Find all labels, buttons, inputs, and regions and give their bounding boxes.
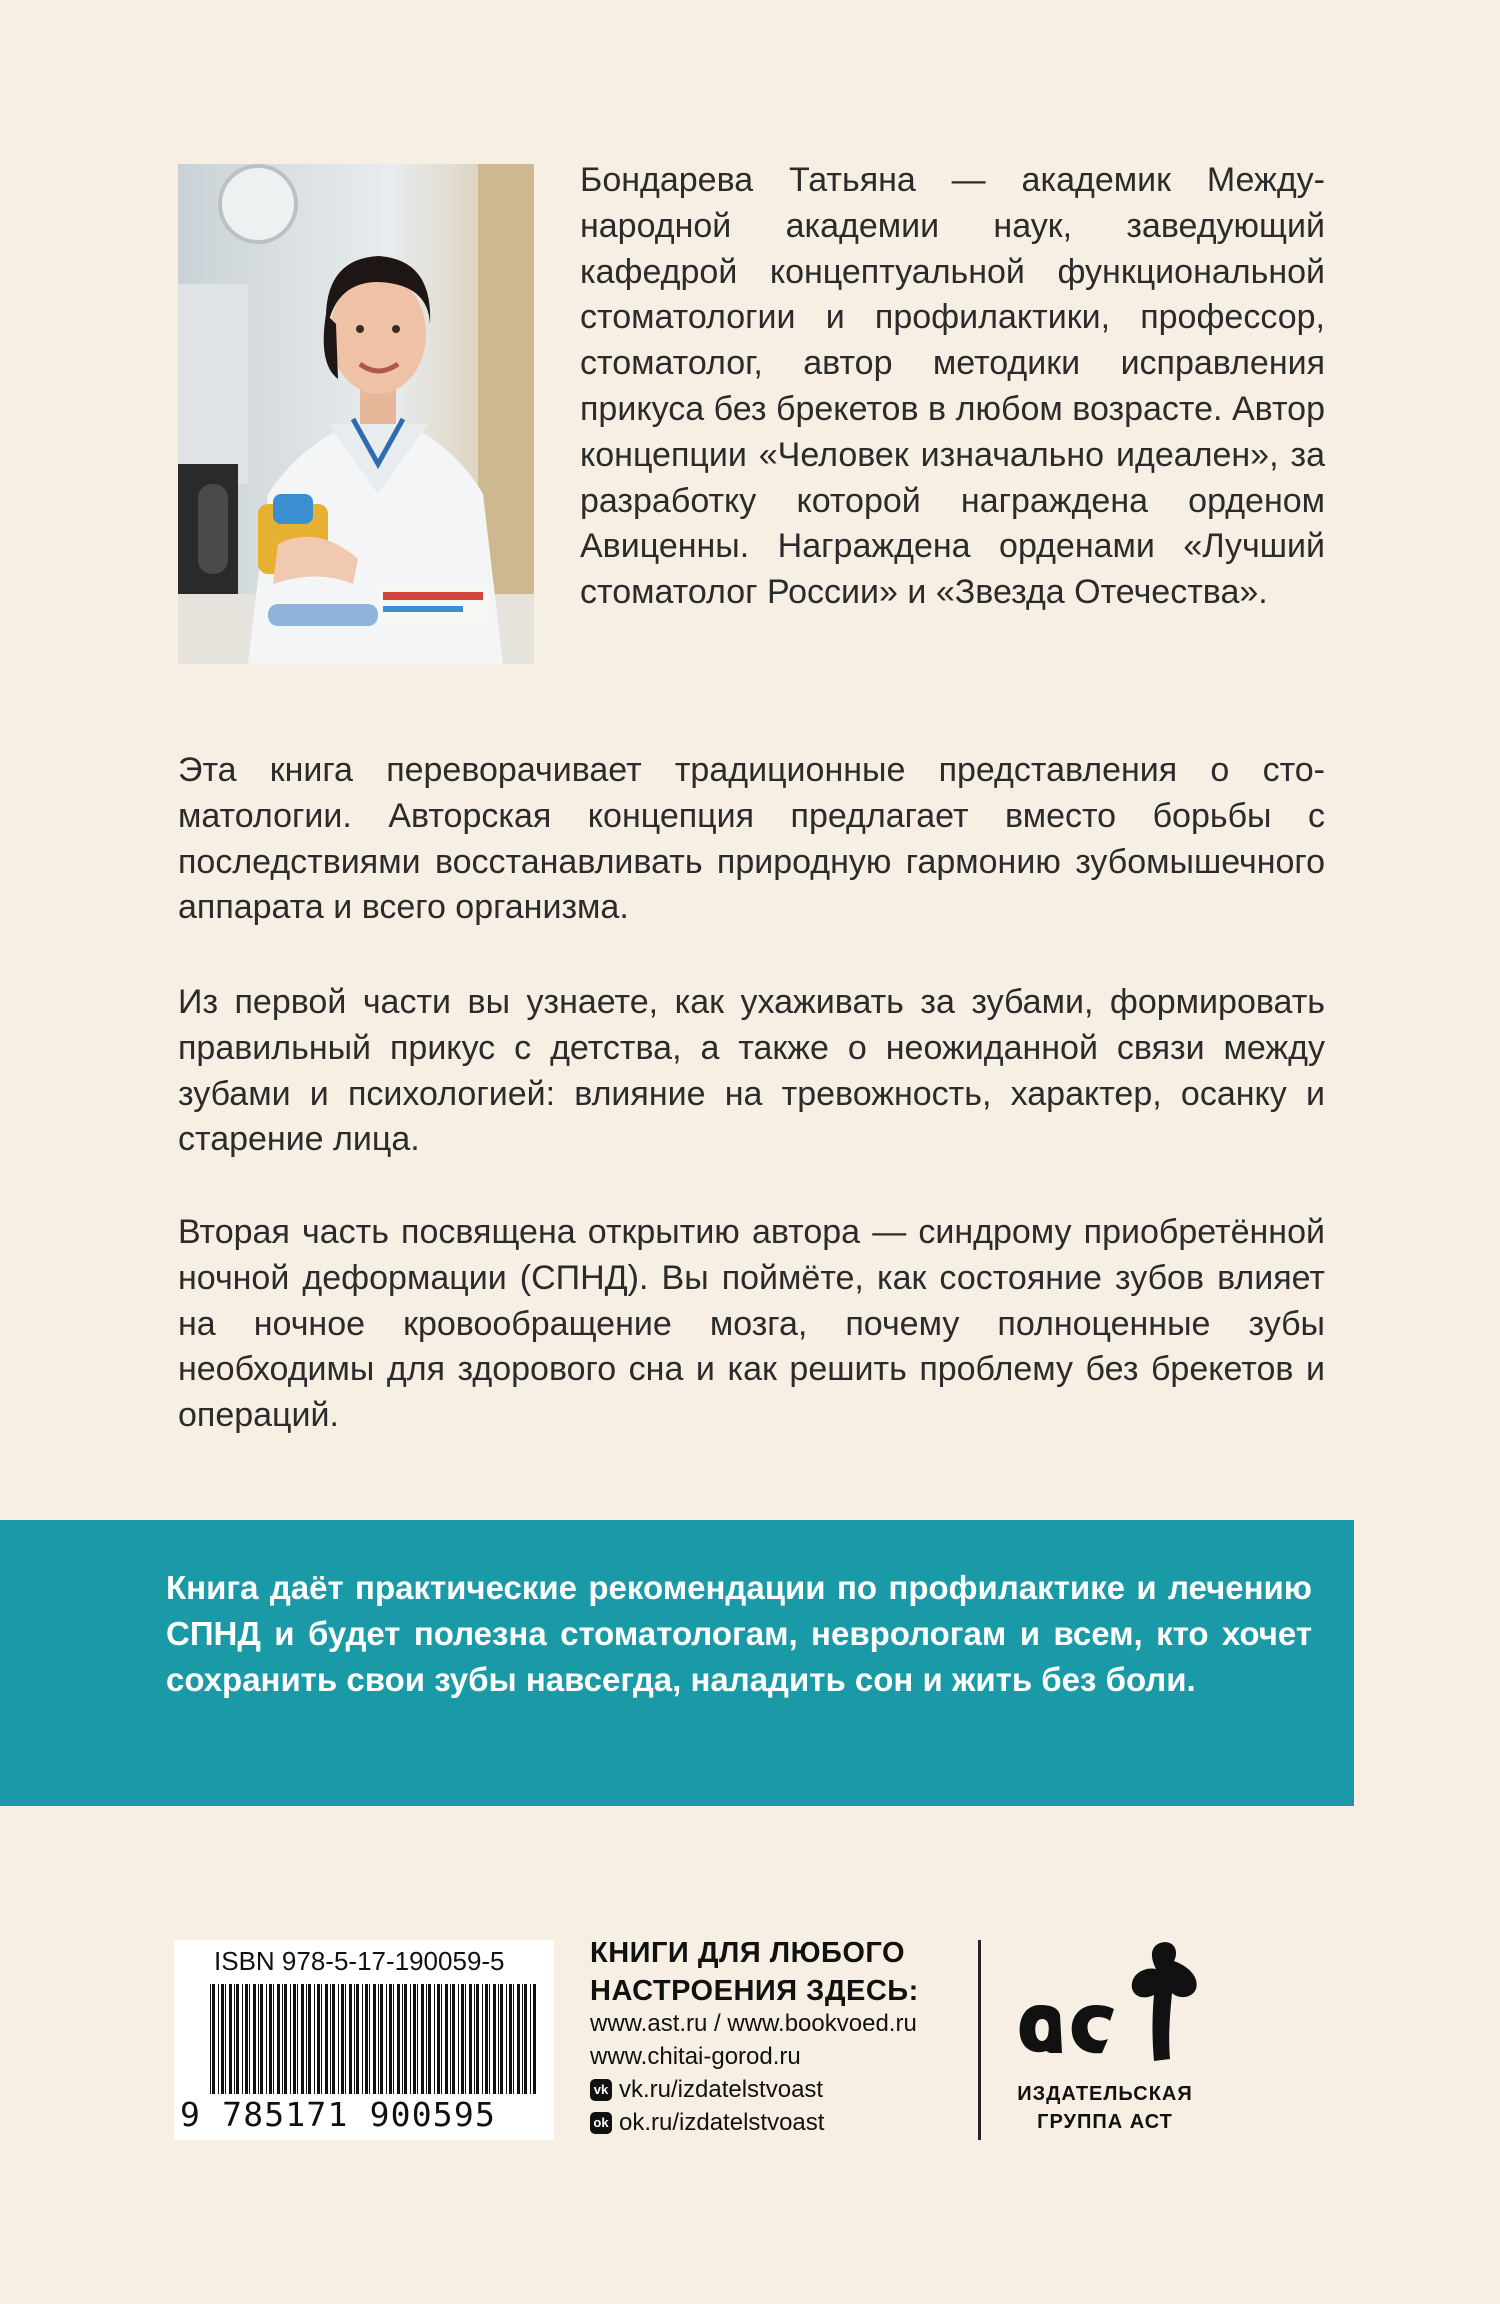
barcode-bar [469,1984,472,2094]
barcode-bar [349,1984,352,2094]
barcode-bar [421,1984,424,2094]
barcode-bar [234,1984,235,2094]
barcode-bar [509,1984,512,2094]
barcode-bar [212,1984,215,2094]
author-photo [178,164,534,664]
vk-icon: vk [590,2079,612,2101]
barcode-bar [362,1984,363,2094]
barcode-bar [476,1984,479,2094]
barcode-bar [404,1984,407,2094]
barcode-bar [522,1984,523,2094]
barcode-bar [325,1984,328,2094]
barcode-bar [290,1984,291,2094]
barcode-bar [445,1984,448,2094]
barcode-bar [465,1984,466,2094]
barcode-bar [338,1984,339,2094]
barcode-bar [321,1984,322,2094]
link-chitai-gorod[interactable]: www.chitai-gorod.ru [590,2043,801,2070]
highlight-banner-text: Книга даёт практические рекомендации по профилактике и лечению СПНД и будет полезна стоматологам, неврологам и всем, кто хочет сохранить свои зубы навсегда, наладить сон и жить без боли. [166,1569,1312,1698]
barcode-bar [506,1984,507,2094]
barcode-bar [242,1984,243,2094]
barcode-bar [306,1984,307,2094]
link-ok[interactable]: ok.ru/izdatelstvoast [619,2109,825,2136]
link-ast-bookvoed[interactable]: www.ast.ru / www.bookvoed.ru [590,2010,917,2037]
barcode-bar [365,1984,368,2094]
barcode-bar [380,1984,383,2094]
barcode-bar [221,1984,224,2094]
barcode-bar [282,1984,283,2094]
promo-heading-line-1: КНИГИ ДЛЯ ЛЮБОГО [590,1937,906,1969]
barcode-bar [402,1984,403,2094]
barcode-bar [428,1984,431,2094]
barcode-bar [356,1984,359,2094]
barcode-bar [386,1984,387,2094]
barcode-bar [229,1984,232,2094]
barcode-bar [493,1984,496,2094]
barcode-bar [297,1984,298,2094]
ast-logo-icon [1010,1935,1210,2075]
barcode-bar [332,1984,335,2094]
barcode-bar [308,1984,311,2094]
barcode-bar [397,1984,400,2094]
barcode-bar [373,1984,376,2094]
description-paragraph-2: Из первой части вы узнаете, как ухаживать за зубами, формировать правильный прикус с детства, а также о неожиданной связи между зубами и психологией: влияние на тревожность, характер, осанку и старение лица. [178,983,1325,1159]
barcode-bar [452,1984,455,2094]
barcode-bar [517,1984,520,2094]
barcode-bar [500,1984,503,2094]
barcode-bar [450,1984,451,2094]
barcode-bar [498,1984,499,2094]
barcode-bar [369,1984,370,2094]
publisher-name-line-2: ГРУППА АСТ [1037,2111,1173,2133]
barcode-bar [314,1984,315,2094]
author-photo-illustration [178,164,534,664]
barcode-bar [253,1984,256,2094]
description-paragraph-1: Эта книга переворачивает традиционные представления о стоматологии. Авторская концепция предлагает вместо борьбы с последствиями восстанавливать природную гармонию зубомышечного аппарата и всего организма. [178,751,1325,927]
barcode-bar [489,1984,490,2094]
barcode-bar [410,1984,411,2094]
barcode-bar [426,1984,427,2094]
barcode-bar [458,1984,459,2094]
barcode-bar [301,1984,304,2094]
author-bio: Бондарева Татьяна — академик Международной академии наук, заведующий кафедрой концептуальной функциональной стоматологии и профилактики, профессор, стоматолог, автор методики исправления прикуса без брекетов в любом возрасте. Автор концепции «Человек изначально идеален», за разработку которой награждена орденом Авиценны. Награждена орденами «Лучший стоматолог России» и «Звезда Отечества». [580,161,1325,612]
link-vk[interactable]: vk.ru/izdatelstvoast [619,2076,824,2103]
barcode-bar [393,1984,394,2094]
ok-icon: ok [590,2112,612,2134]
barcode-bar [218,1984,219,2094]
barcode-bar [330,1984,331,2094]
barcode-bar [236,1984,239,2094]
barcode-bar [245,1984,248,2094]
barcode-bar [293,1984,296,2094]
barcode-bar [269,1984,272,2094]
barcode-bar [284,1984,287,2094]
barcode-bar [260,1984,263,2094]
barcode-bar [266,1984,267,2094]
barcode-bar [485,1984,488,2094]
barcode-bar [258,1984,259,2094]
barcode-bar [345,1984,346,2094]
barcode-bar [249,1984,250,2094]
barcode-bar [530,1984,531,2094]
barcode-bar [417,1984,418,2094]
publisher-name [1005,2080,1205,2136]
barcode-bar [482,1984,483,2094]
description-paragraph-3: Вторая часть посвящена открытию автора — синдрому приобретённой ночной деформации (СПНД). Вы поймёте, как состояние зубов влияет на ночное кровообращение мозга, почему полноценные зубы необходимы для здорового сна и как решить проблему без брекетов и операций. [178,1213,1325,1435]
isbn-label: ISBN 978-5-17-190059-5 [214,1946,505,1976]
barcode-bar [474,1984,475,2094]
barcode-bar [378,1984,379,2094]
barcode-bar [437,1984,440,2094]
barcode-bar [341,1984,344,2094]
publisher-name-line-1: ИЗДАТЕЛЬСКАЯ [1017,2083,1193,2105]
barcode-bar [354,1984,355,2094]
barcode-bar [210,1984,211,2094]
barcode-bar [441,1984,442,2094]
barcode-bar [273,1984,274,2094]
barcode-bar [389,1984,392,2094]
barcode-bar [277,1984,280,2094]
barcode-bar [524,1984,527,2094]
barcode-bar [533,1984,536,2094]
barcode-bar [225,1984,226,2094]
barcode-bar [413,1984,416,2094]
barcode-bar [461,1984,464,2094]
barcode-bar [434,1984,435,2094]
barcode-bar [513,1984,514,2094]
barcode-bar [317,1984,320,2094]
promo-heading-line-2: НАСТРОЕНИЯ ЗДЕСЬ: [590,1975,919,2007]
divider [978,1940,981,2140]
barcode [210,1984,540,2094]
promo-heading [590,1934,919,2010]
barcode-digits: 9 785171 900595 [180,2095,497,2134]
